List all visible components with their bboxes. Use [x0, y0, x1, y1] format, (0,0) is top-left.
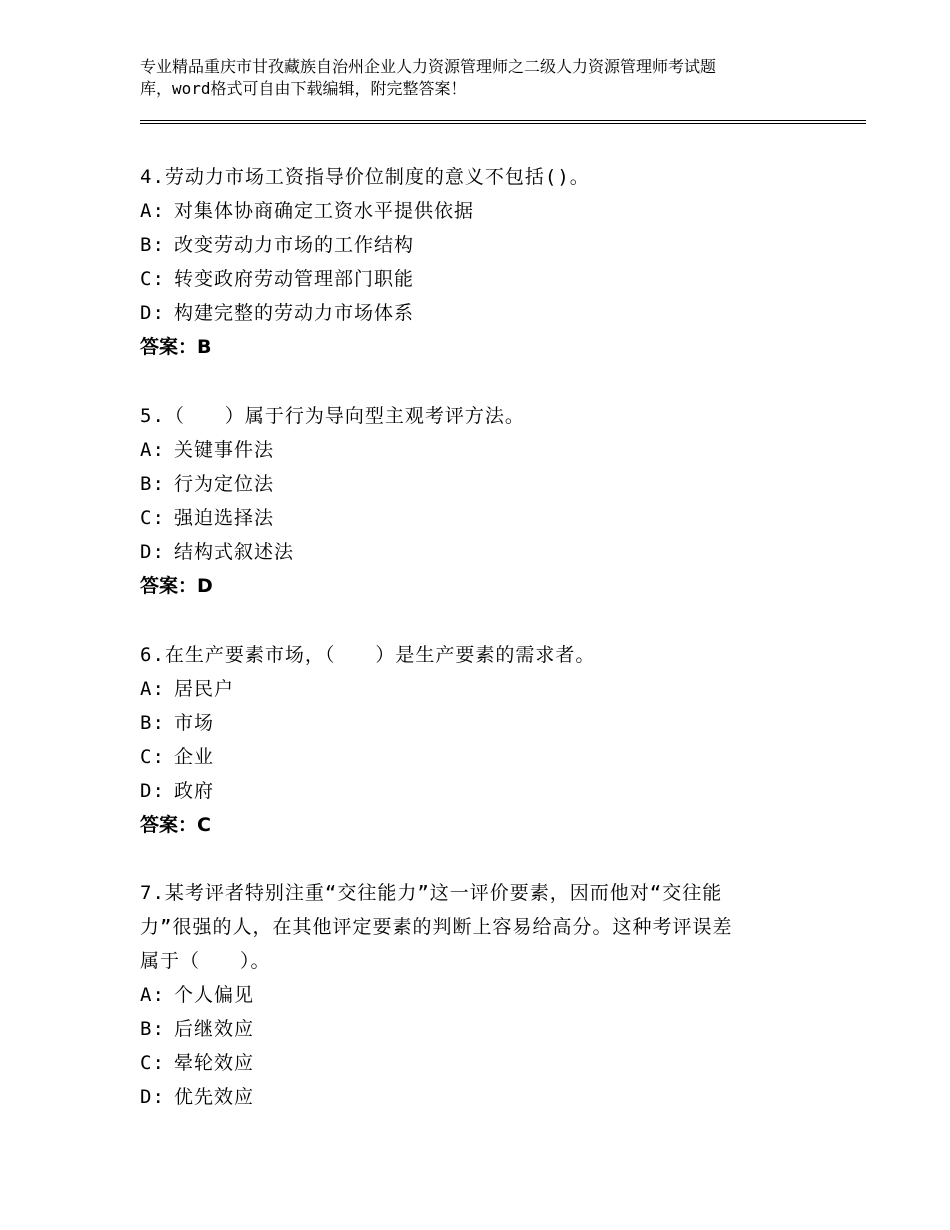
question-stem-line: 7.某考评者特别注重“交往能力”这一评价要素，因而他对“交往能 — [140, 882, 723, 904]
option-text: 个人偏见 — [174, 984, 255, 1006]
header-title-line-1: 专业精品重庆市甘孜藏族自治州企业人力资源管理师之二级人力资源管理师考试题 — [140, 57, 717, 76]
option-key: B: — [140, 1018, 165, 1040]
header-title-line-2: 库，word格式可自由下载编辑，附完整答案！ — [140, 79, 467, 98]
option-text: 政府 — [174, 780, 215, 802]
option-key: C: — [140, 268, 165, 290]
question-7 — [140, 876, 820, 1114]
option-text: 优先效应 — [174, 1086, 255, 1108]
option-b — [140, 467, 820, 501]
option-d — [140, 296, 820, 330]
option-key: D: — [140, 541, 165, 563]
answer: 答案：B — [140, 336, 212, 358]
option-text: 强迫选择法 — [174, 507, 275, 529]
question-stem-line: 4.劳动力市场工资指导价位制度的意义不包括()。 — [140, 166, 590, 188]
option-text: 晕轮效应 — [174, 1052, 255, 1074]
option-b — [140, 706, 820, 740]
option-text: 市场 — [174, 712, 215, 734]
question-stem — [140, 160, 820, 194]
option-c — [140, 262, 820, 296]
option-c — [140, 1046, 820, 1080]
question-stem-line: 力”很强的人，在其他评定要素的判断上容易给高分。这种考评误差 — [140, 916, 733, 938]
option-key: A: — [140, 200, 165, 222]
option-text: 转变政府劳动管理部门职能 — [174, 268, 415, 290]
option-text: 关键事件法 — [174, 439, 275, 461]
option-key: B: — [140, 712, 165, 734]
option-b — [140, 228, 820, 262]
question-stem — [140, 399, 820, 433]
option-key: B: — [140, 473, 165, 495]
header-divider-top — [140, 120, 866, 121]
option-key: C: — [140, 1052, 165, 1074]
document-header — [140, 56, 840, 100]
question-stem-line: 5.（ ）属于行为导向型主观考评方法。 — [140, 405, 525, 427]
option-text: 构建完整的劳动力市场体系 — [174, 302, 415, 324]
option-key: C: — [140, 746, 165, 768]
option-a — [140, 194, 820, 228]
option-key: D: — [140, 302, 165, 324]
option-a — [140, 672, 820, 706]
option-key: A: — [140, 984, 165, 1006]
option-text: 对集体协商确定工资水平提供依据 — [174, 200, 475, 222]
option-text: 行为定位法 — [174, 473, 275, 495]
option-key: B: — [140, 234, 165, 256]
answer: 答案：D — [140, 575, 213, 597]
option-key: A: — [140, 439, 165, 461]
option-d — [140, 774, 820, 808]
option-key: D: — [140, 1086, 165, 1108]
option-c — [140, 740, 820, 774]
option-key: D: — [140, 780, 165, 802]
question-6 — [140, 638, 820, 842]
question-stem — [140, 876, 820, 978]
header-divider-bottom — [140, 123, 866, 124]
question-4 — [140, 160, 820, 364]
option-text: 居民户 — [174, 678, 235, 700]
question-stem-line: 属于（ ）。 — [140, 950, 271, 972]
option-a — [140, 978, 820, 1012]
question-5 — [140, 399, 820, 603]
option-d — [140, 1080, 820, 1114]
option-text: 结构式叙述法 — [174, 541, 295, 563]
option-a — [140, 433, 820, 467]
option-c — [140, 501, 820, 535]
option-key: C: — [140, 507, 165, 529]
answer: 答案：C — [140, 814, 211, 836]
option-text: 改变劳动力市场的工作结构 — [174, 234, 415, 256]
option-text: 企业 — [174, 746, 215, 768]
option-d — [140, 535, 820, 569]
question-stem — [140, 638, 820, 672]
question-stem-line: 6.在生产要素市场，（ ）是生产要素的需求者。 — [140, 644, 596, 666]
option-b — [140, 1012, 820, 1046]
option-text: 后继效应 — [174, 1018, 255, 1040]
option-key: A: — [140, 678, 165, 700]
